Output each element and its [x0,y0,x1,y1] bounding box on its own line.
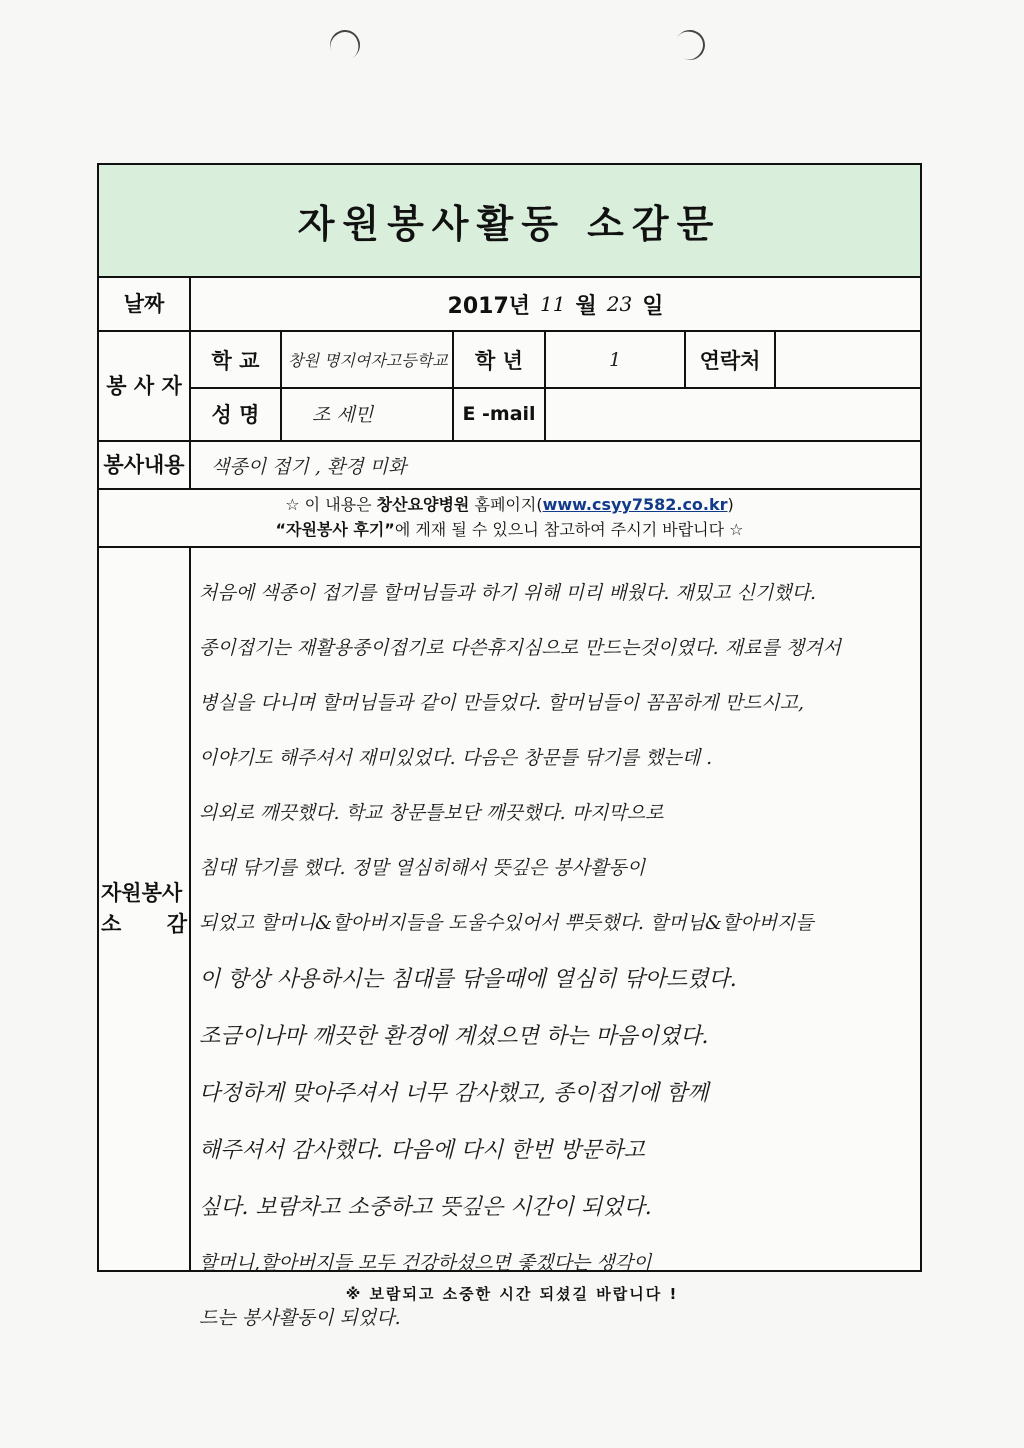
essay-line: 처음에 색종이 접기를 할머님들과 하기 위해 미리 배웠다. 재밌고 신기했다. [199,582,817,604]
essay-line: 이야기도 해주셔서 재미있었다. 다음은 창문틀 닦기를 했는데 . [199,747,713,769]
punch-hole-mark [670,25,710,65]
name-value: 조 세민 [312,404,374,426]
essay-line: 싶다. 보람차고 소중하고 뜻깊은 시간이 되었다. [199,1195,652,1220]
volunteer-fields [191,332,920,440]
date-value [191,278,920,330]
date-day: 23 [606,292,633,316]
date-row [99,278,920,332]
content-row [99,442,920,490]
essay-label-char: 감 [166,912,187,936]
grade-value: 1 [608,348,622,371]
notice-text [99,490,920,546]
grade-label: 학 년 [454,332,546,387]
school-label: 학 교 [191,332,282,387]
essay-line: 다정하게 맞아주셔서 너무 감사했고, 종이접기에 함께 [199,1081,709,1106]
email-label: E -mail [454,387,546,440]
volunteer-label: 봉 사 자 [99,332,191,440]
essay-line: 이 항상 사용하시는 침대를 닦을때에 열심히 닦아드렸다. [199,967,737,992]
content-label: 봉사내용 [99,442,191,488]
punch-hole-mark [325,25,365,65]
hospital-name: 창산요양병원 [376,495,470,515]
school-value: 창원 명지여자고등학교 [288,351,448,370]
contact-label: 연락처 [686,332,776,387]
notice-mid: 홈페이지( [469,495,543,515]
essay-label-line-1: 자원봉사 [101,880,183,905]
notice-suffix: ) [727,495,734,515]
date-month-unit: 월 [575,293,597,319]
essay-line: 해주셔서 감사했다. 다음에 다시 한번 방문하고 [199,1138,645,1163]
notice-rest: 에 게재 될 수 있으니 참고하여 주시기 바랍니다 ☆ [394,520,744,539]
content-cell [191,442,920,488]
essay-text [199,566,910,1346]
essay-line: 조금이나마 깨끗한 환경에 계셨으면 하는 마음이였다. [199,1024,709,1049]
essay-line: 병실을 다니며 할머님들과 같이 만들었다. 할머님들이 꼼꼼하게 만드시고, [199,692,804,714]
notice-line-2 [275,518,743,543]
essay-label [99,548,191,1270]
notice-line-1 [285,493,734,518]
homepage-link[interactable]: www.csyy7582.co.kr [542,495,728,515]
essay-line: 침대 닦기를 했다. 정말 열심히해서 뜻깊은 봉사활동이 [199,857,646,879]
essay-line: 할머니,할아버지들 모두 건강하셨으면 좋겠다는 생각이 [199,1252,652,1274]
notice-prefix: ☆ 이 내용은 [285,495,377,515]
notice-row [99,490,920,548]
content-value: 색종이 접기 , 환경 미화 [211,455,407,478]
essay-line: 종이접기는 재활용종이접기로 다쓴휴지심으로 만드는것이였다. 재료를 챙겨서 [199,637,841,659]
essay-line: 되었고 할머니&할아버지들을 도울수있어서 뿌듯했다. 할머님&할아버지들 [199,912,814,934]
footer-note: ※ 보람되고 소중한 시간 되셨길 바랍니다 ! [345,1285,679,1303]
essay-line: 의외로 깨끗했다. 학교 창문틀보단 깨끗했다. 마지막으로 [199,802,664,824]
essay-line: 드는 봉사활동이 되었다. [199,1307,401,1329]
date-month: 11 [540,292,566,316]
date-year: 2017년 [447,293,531,319]
title-bar [99,165,920,278]
volunteer-row [99,332,920,442]
essay-label-line-2 [101,909,187,941]
essay-label-char: 소 [101,912,122,936]
date-day-unit: 일 [642,293,664,319]
name-label: 성 명 [191,387,282,440]
review-section-name: “자원봉사 후기” [275,520,395,539]
form-title: 자원봉사활동 소감문 [297,202,722,246]
date-label: 날짜 [99,278,191,330]
